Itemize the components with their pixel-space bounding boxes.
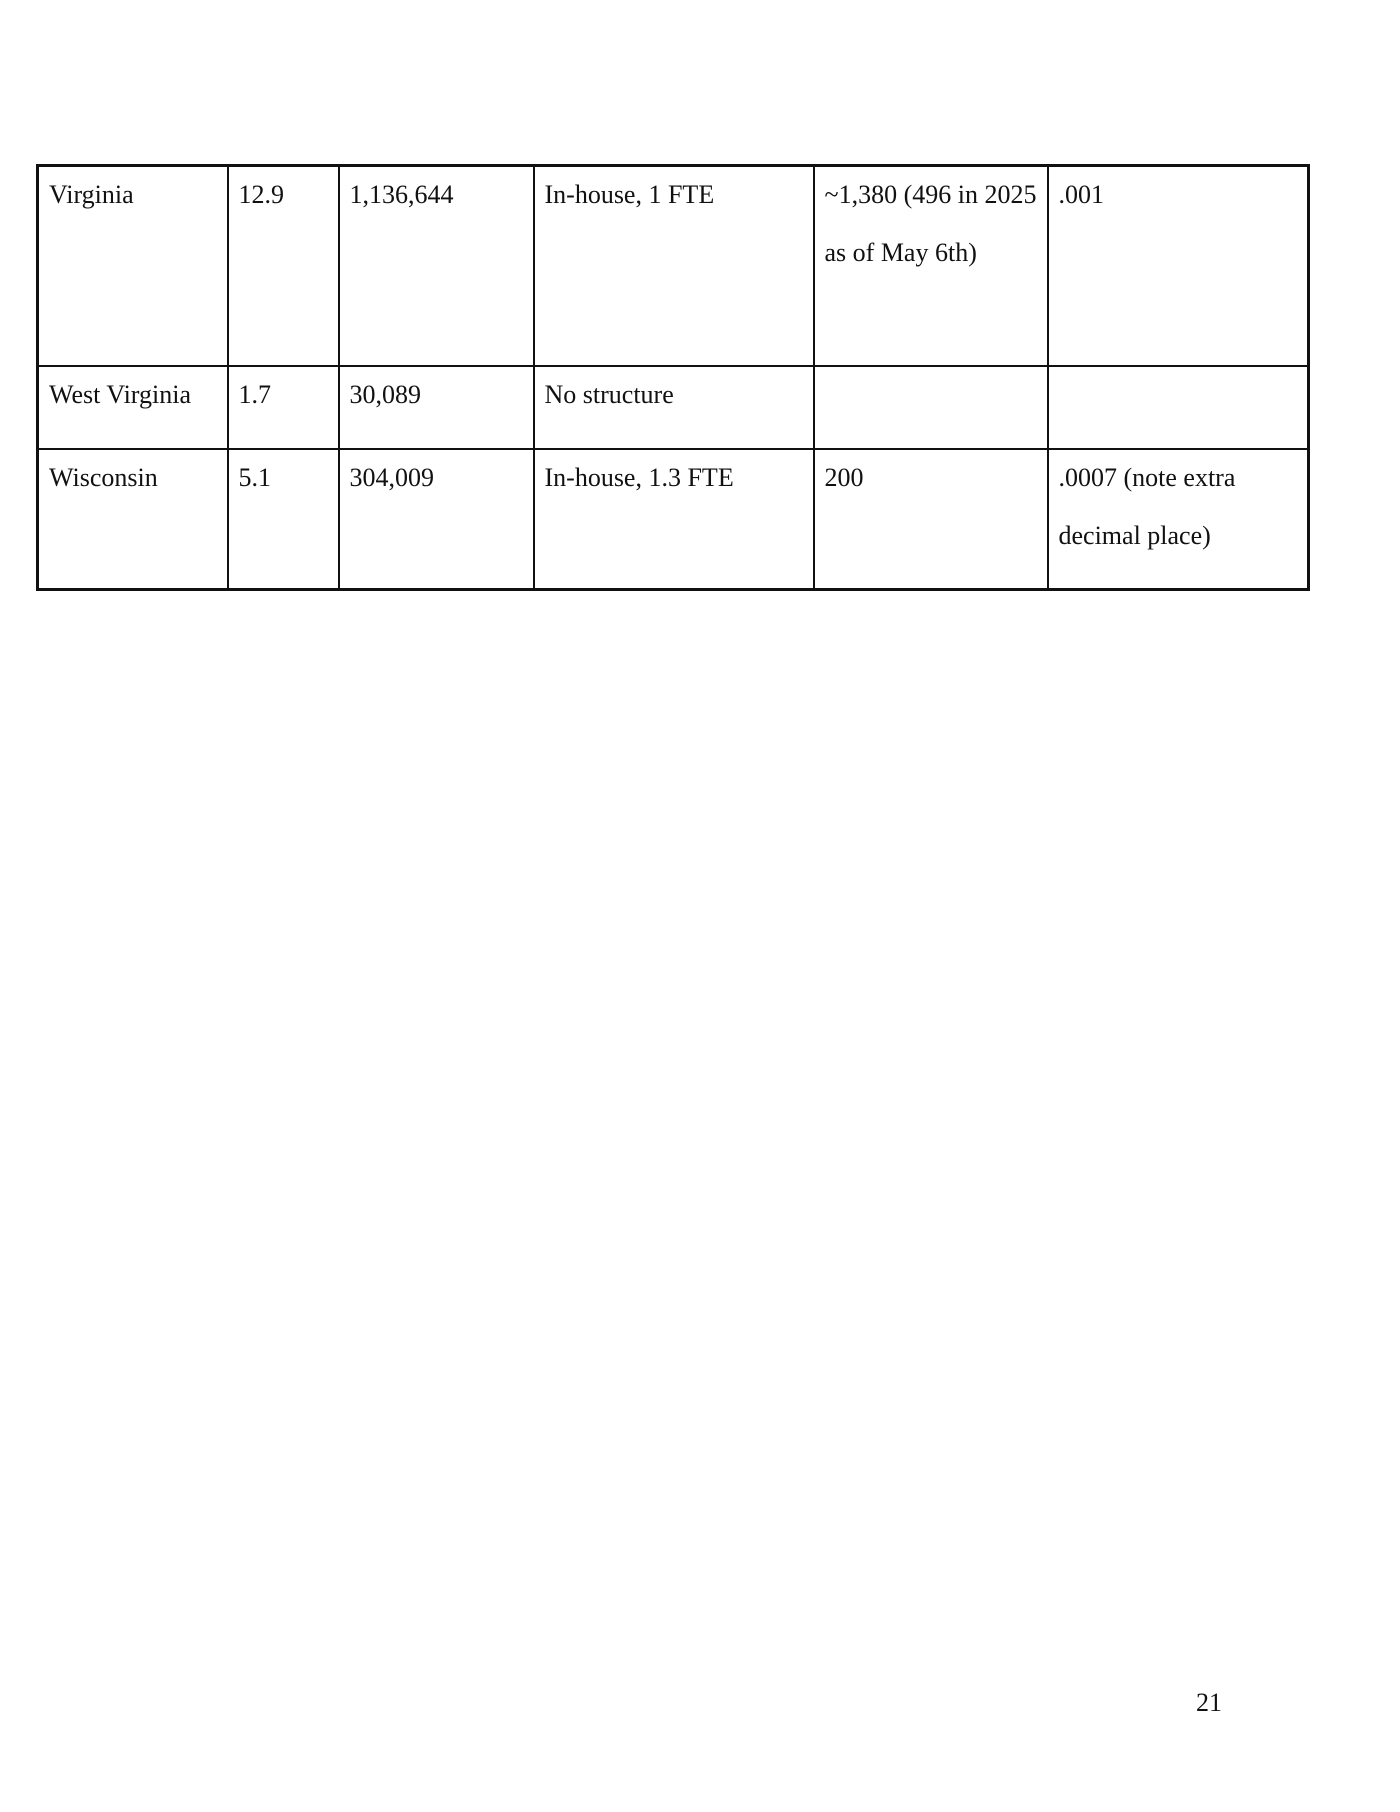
table-cell: .0007 (note extra decimal place) bbox=[1048, 449, 1309, 590]
table-cell: In-house, 1 FTE bbox=[534, 166, 814, 366]
page-number: 21 bbox=[1196, 1688, 1222, 1717]
table-cell bbox=[814, 366, 1048, 449]
table-cell: 5.1 bbox=[228, 449, 339, 590]
table-cell: Wisconsin bbox=[38, 449, 228, 590]
table-cell: .001 bbox=[1048, 166, 1309, 366]
state-data-table bbox=[36, 164, 1310, 591]
table-row bbox=[38, 449, 1309, 590]
table-row bbox=[38, 366, 1309, 449]
table-cell: 12.9 bbox=[228, 166, 339, 366]
table-cell: 304,009 bbox=[339, 449, 534, 590]
table-row bbox=[38, 166, 1309, 366]
table-cell: Virginia bbox=[38, 166, 228, 366]
table-cell: 200 bbox=[814, 449, 1048, 590]
table-cell bbox=[1048, 366, 1309, 449]
table-cell: 1,136,644 bbox=[339, 166, 534, 366]
table-cell: West Virginia bbox=[38, 366, 228, 449]
table-cell: In-house, 1.3 FTE bbox=[534, 449, 814, 590]
table-cell: No structure bbox=[534, 366, 814, 449]
table-cell: ~1,380 (496 in 2025 as of May 6th) bbox=[814, 166, 1048, 366]
table-cell: 1.7 bbox=[228, 366, 339, 449]
table-cell: 30,089 bbox=[339, 366, 534, 449]
